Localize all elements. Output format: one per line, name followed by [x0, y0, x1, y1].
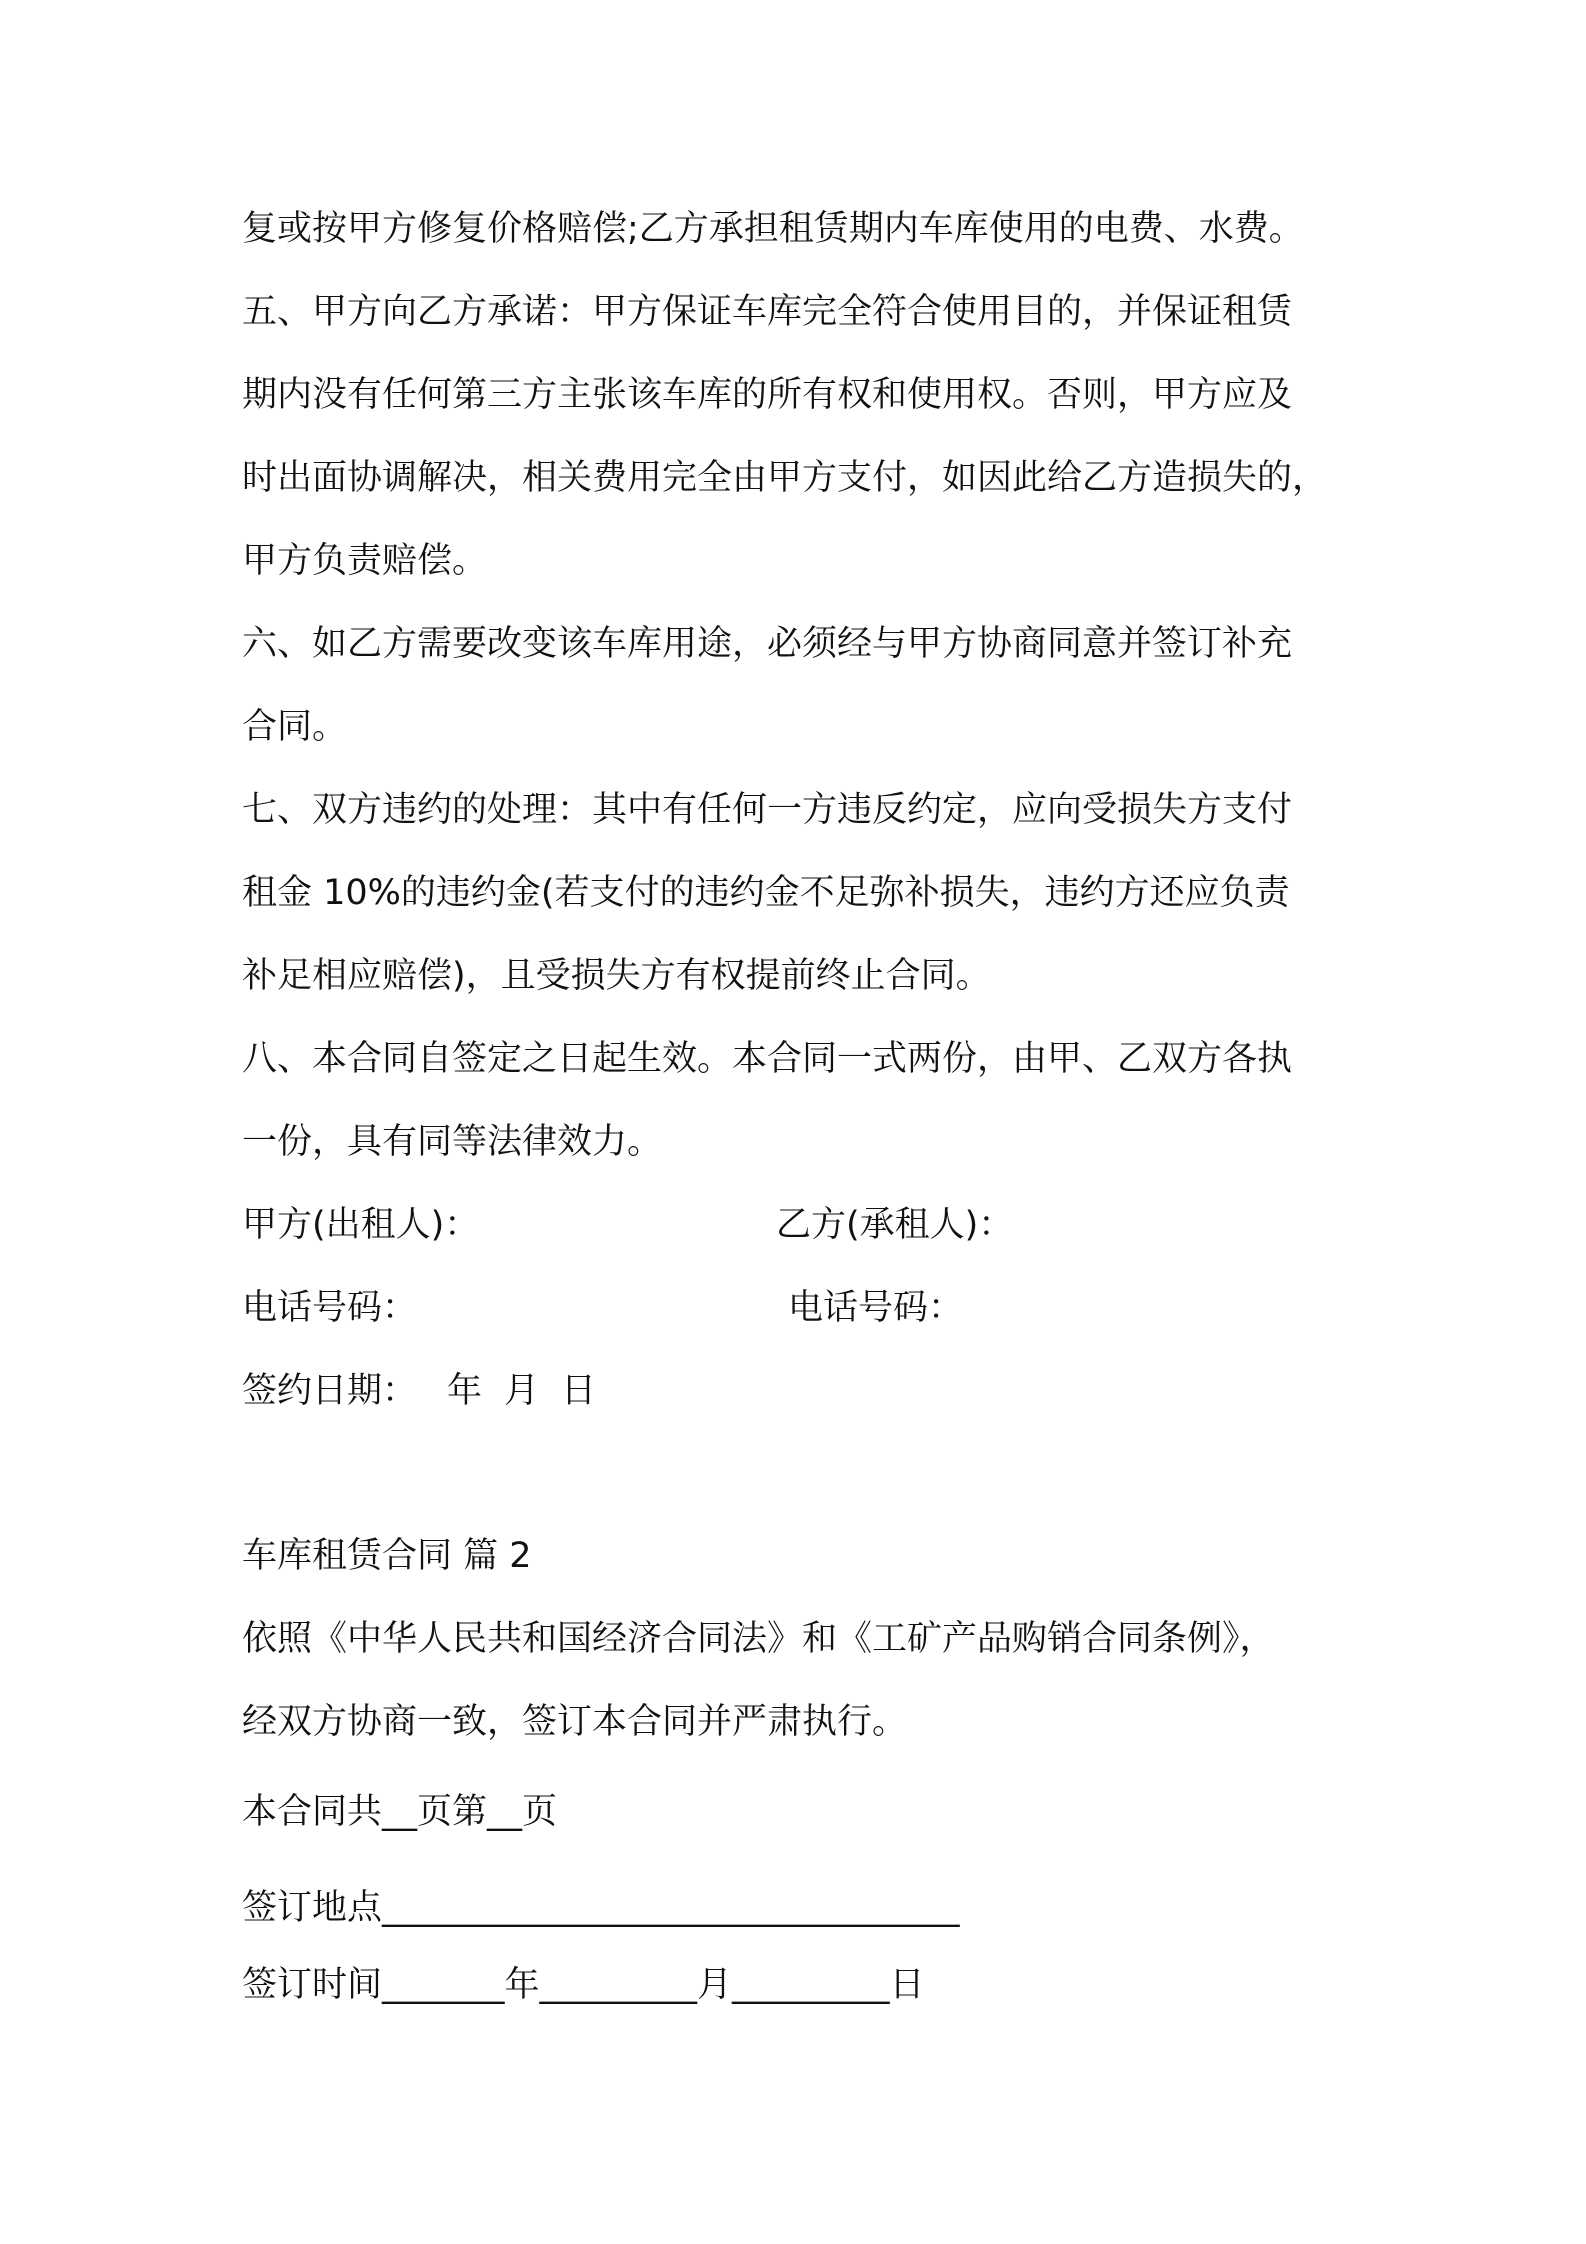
- clause-5-line-2: 期内没有任何第三方主张该车库的所有权和使用权。否则，甲方应及: [242, 375, 1293, 415]
- sign-date-day: 日: [561, 1371, 597, 1411]
- party-a-label: 甲方(出租人)：: [242, 1205, 480, 1245]
- clause-5-line-4: 甲方负责赔偿。: [242, 541, 488, 581]
- sign-date-label: 签约日期：: [242, 1371, 418, 1411]
- section-2-intro-line-1: 依照《中华人民共和国经济合同法》和《工矿产品购销合同条例》，: [242, 1619, 1275, 1659]
- phone-a-label: 电话号码：: [242, 1288, 418, 1328]
- party-b-label: 乙方(承租人)：: [776, 1205, 1014, 1245]
- clause-8-line-2: 一份，具有同等法律效力。: [242, 1122, 663, 1162]
- page-count-line: 本合同共__页第__页: [242, 1792, 558, 1832]
- clause-4-continuation: 复或按甲方修复价格赔偿;乙方承担租赁期内车库使用的电费、水费。: [242, 209, 1304, 249]
- phone-b-label: 电话号码：: [788, 1288, 964, 1328]
- clause-5-line-3: 时出面协调解决，相关费用完全由甲方支付，如因此给乙方造损失的，: [242, 458, 1328, 498]
- clause-5-line-1: 五、甲方向乙方承诺：甲方保证车库完全符合使用目的，并保证租赁: [242, 292, 1293, 332]
- clause-8-line-1: 八、本合同自签定之日起生效。本合同一式两份，由甲、乙双方各执: [242, 1039, 1293, 1079]
- sign-place-line: 签订地点_________________________________: [242, 1888, 960, 1928]
- sign-date-row: [242, 1369, 596, 1413]
- clause-7-line-3: 补足相应赔偿)，且受损失方有权提前终止合同。: [242, 956, 991, 996]
- clause-6-line-1: 六、如乙方需要改变该车库用途，必须经与甲方协商同意并签订补充: [242, 624, 1293, 664]
- clause-7-line-2: 租金 10%的违约金(若支付的违约金不足弥补损失，违约方还应负责: [242, 873, 1290, 913]
- section-2-intro-line-2: 经双方协商一致，签订本合同并严肃执行。: [242, 1702, 908, 1742]
- sign-date-month: 月: [504, 1371, 540, 1411]
- sign-time-line: 签订时间_______年_________月_________日: [242, 1965, 925, 2005]
- clause-7-line-1: 七、双方违约的处理：其中有任何一方违反约定，应向受损失方支付: [242, 790, 1293, 830]
- section-2-title: 车库租赁合同 篇 2: [242, 1536, 532, 1576]
- sign-date-year: 年: [447, 1371, 483, 1411]
- clause-6-line-2: 合同。: [242, 707, 348, 747]
